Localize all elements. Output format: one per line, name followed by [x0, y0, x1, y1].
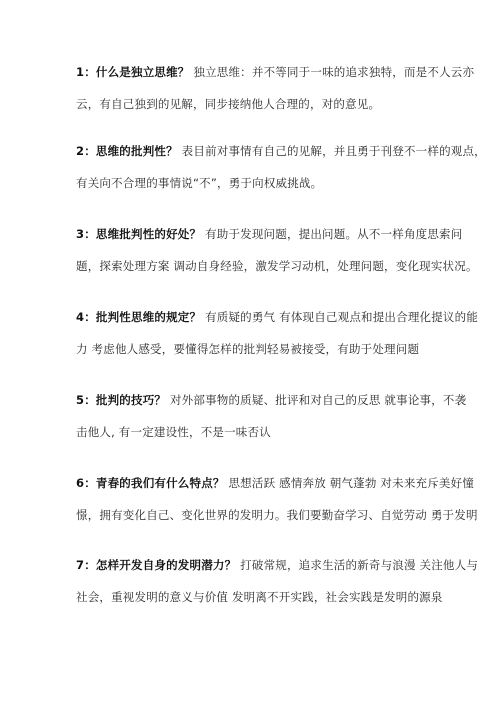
- qa-item-4: [76, 301, 479, 365]
- answer-1-line-2: 云，有自己独到的见解，同步接纳他人合理的，对的意见。: [76, 97, 381, 111]
- answer-7-line-1: 打破常规，追求生活的新奇与浪漫 关注他人与: [240, 558, 479, 572]
- question-7: 7：怎样开发自身的发明潜力？: [76, 558, 237, 572]
- qa-item-7: [76, 549, 479, 613]
- question-6: 6：青春的我们有什么特点？: [76, 476, 225, 490]
- qa-item-6: [76, 467, 478, 531]
- answer-4-line-1: 有质疑的勇气 有体现自己观点和提出合理化提议的能: [205, 310, 479, 324]
- answer-2-line-1: 表目前对事情有自己的见解，并且勇于刊登不一样的观点，: [181, 144, 486, 158]
- answer-3-line-2: 题，探索处理方案 调动自身经验，激发学习动机，处理问题，变化现实状况。: [76, 259, 478, 273]
- answer-2-line-2: 有关向不合理的事情说“不”，勇于向权威挑战。: [76, 176, 323, 190]
- answer-5-line-1: 对外部事物的质疑、批评和对自己的反思 就事论事，不袭: [169, 393, 467, 407]
- question-5: 5：批判的技巧？: [76, 393, 167, 407]
- qa-item-5: [76, 384, 467, 448]
- answer-6-line-2: 憬，拥有变化自己、变化世界的发明力。我们要勤奋学习、自觉劳动 勇于发明: [76, 508, 478, 522]
- question-3: 3：思维批判性的好处？: [76, 227, 202, 241]
- answer-5-line-2: 击他人, 有一定建设性，不是一味否认: [76, 425, 271, 439]
- answer-1-line-1: 独立思维：并不等同于一味的追求独特，而是不人云亦: [193, 65, 475, 79]
- answer-4-line-2: 力 考虑他人感受，要懂得怎样的批判轻易被接受，有助于处理问题: [76, 342, 420, 356]
- qa-item-1: [76, 56, 475, 120]
- qa-item-2: [76, 135, 486, 199]
- question-1: 1：什么是独立思维？: [76, 65, 190, 79]
- question-4: 4：批判性思维的规定？: [76, 310, 202, 324]
- answer-3-line-1: 有助于发现问题，提出问题。从不一样角度思索问: [205, 227, 463, 241]
- answer-6-line-1: 思想活跃 感情奔放 朝气蓬勃 对未来充斥美好憧: [228, 476, 475, 490]
- answer-7-line-2: 社会，重视发明的意义与价值 发明离不开实践，社会实践是发明的源泉: [76, 590, 443, 604]
- qa-item-3: [76, 218, 478, 282]
- question-2: 2：思维的批判性？: [76, 144, 178, 158]
